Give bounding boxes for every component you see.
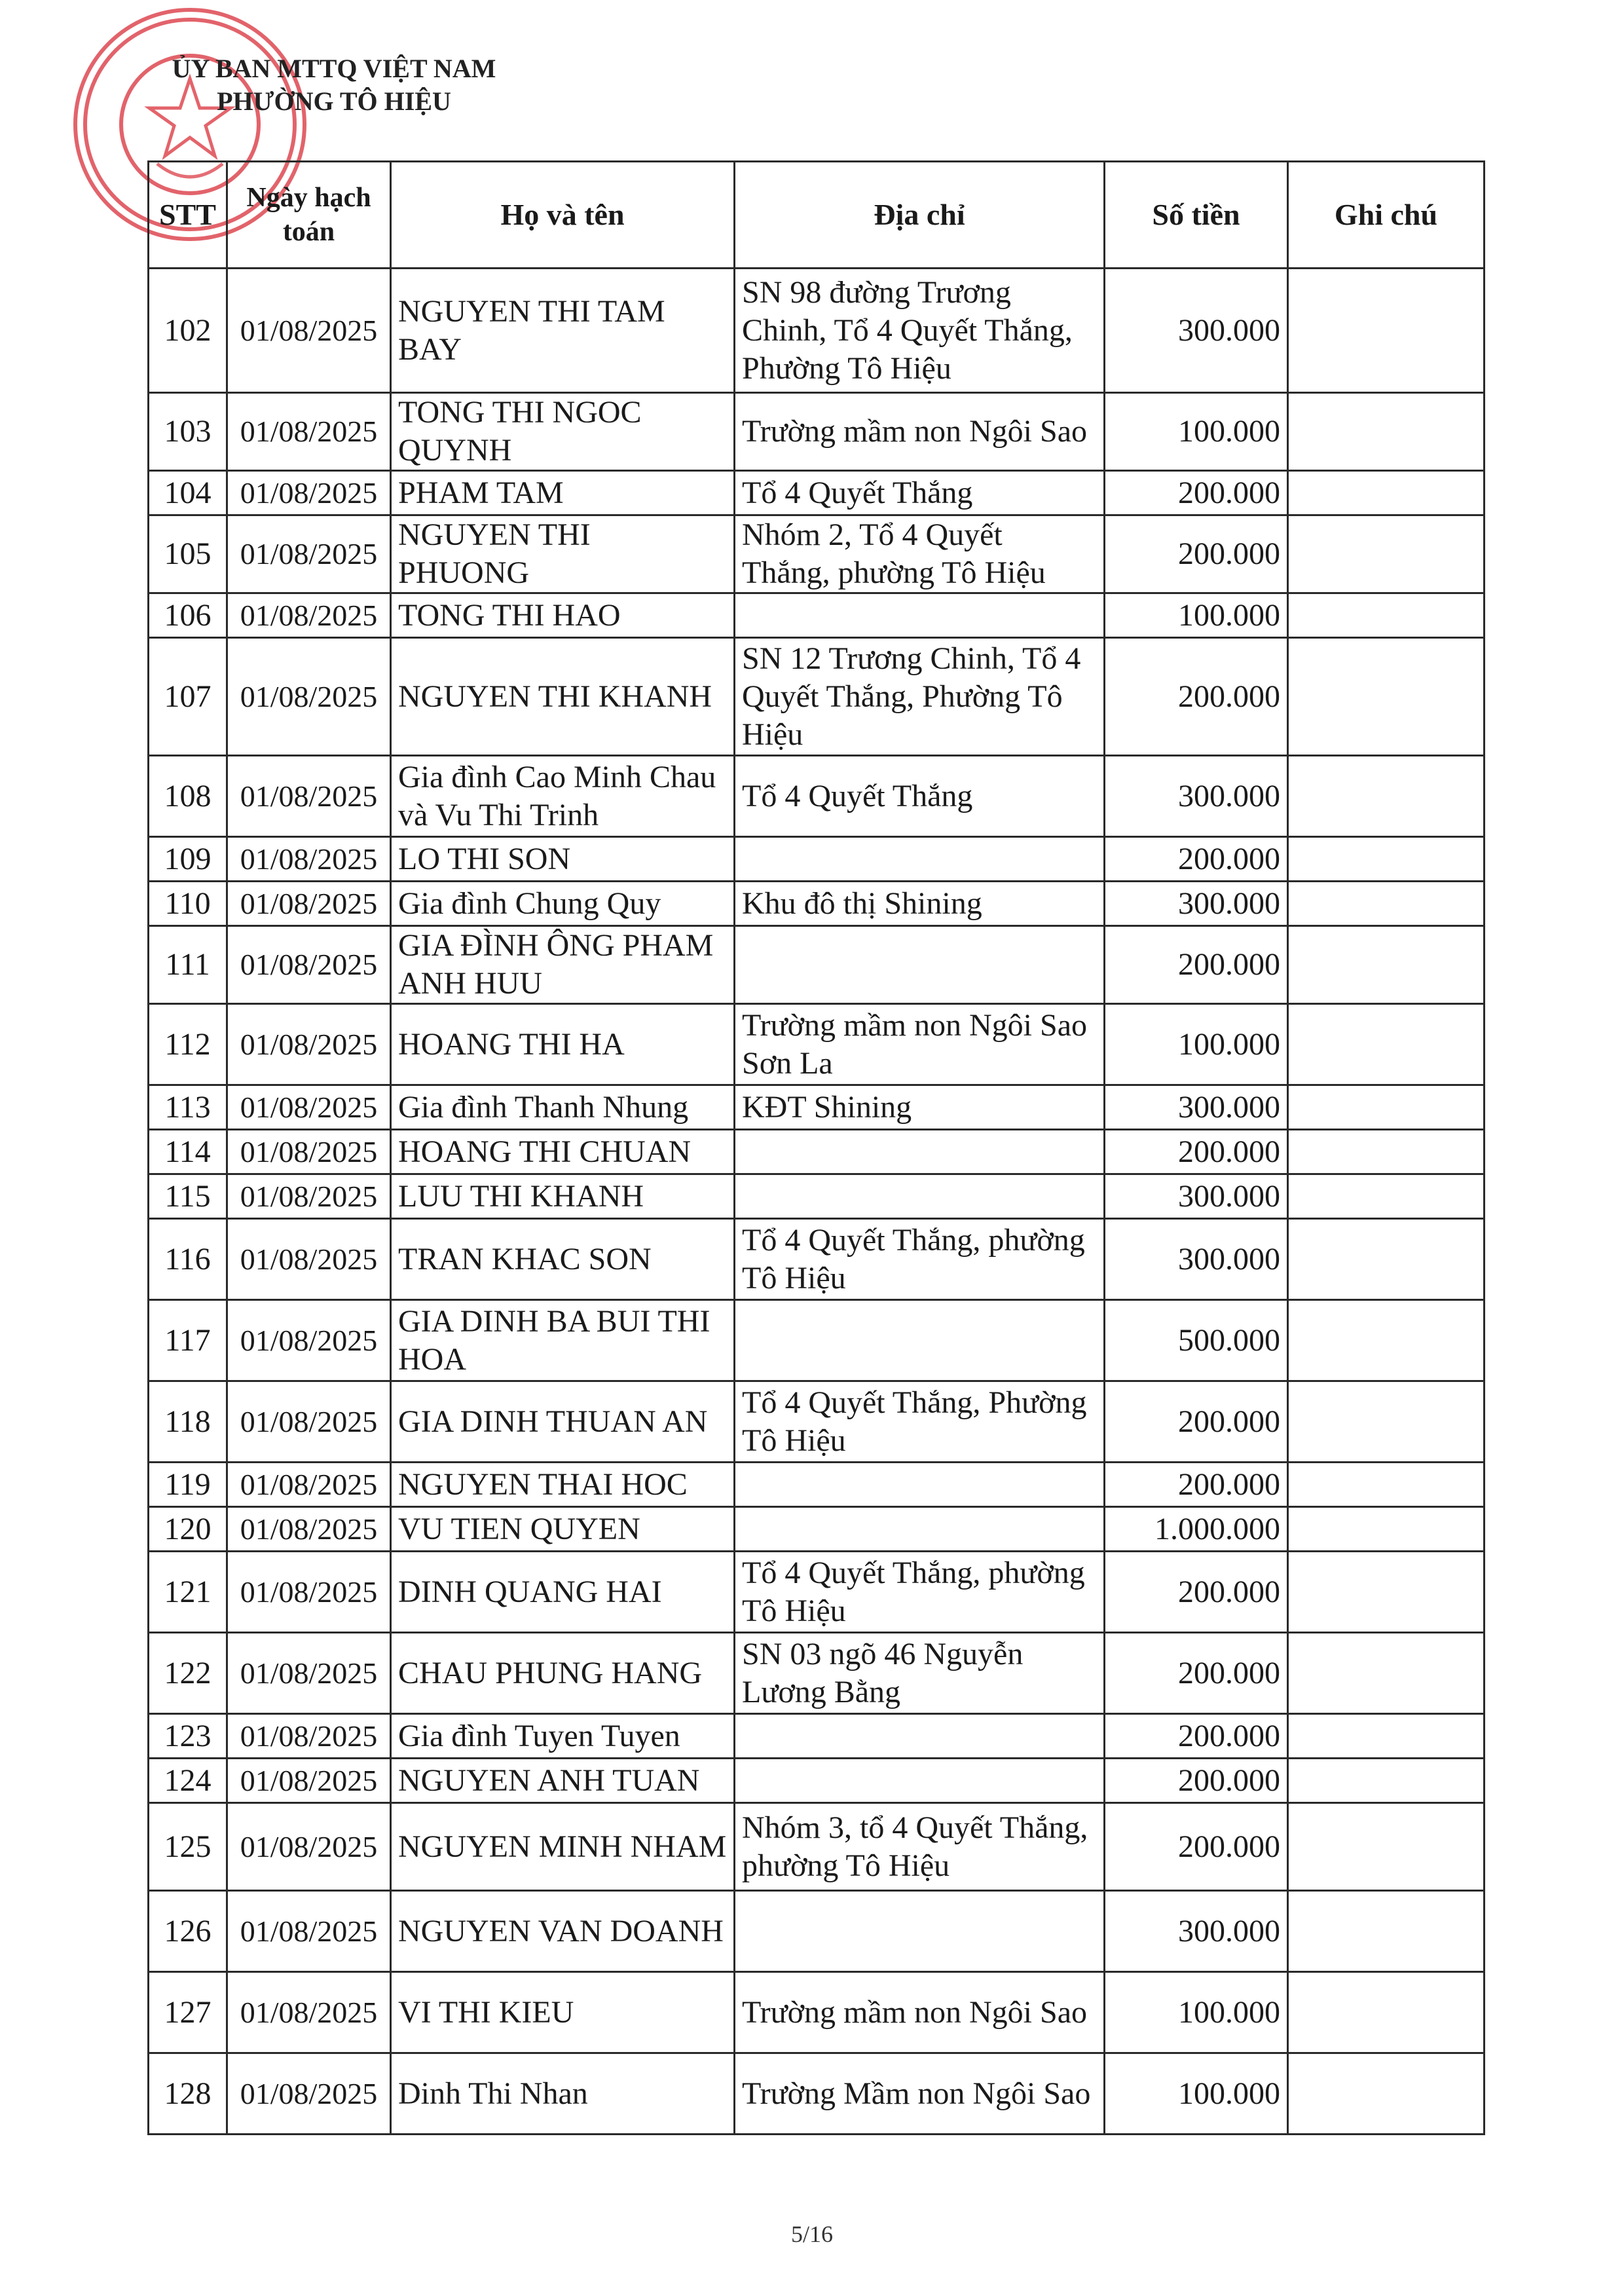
cell-address: Tổ 4 Quyết Thắng, phường Tô Hiệu bbox=[735, 1219, 1105, 1300]
table-row bbox=[149, 1004, 1485, 1085]
cell-name: Gia đình Cao Minh Chau và Vu Thi Trinh bbox=[391, 756, 735, 837]
cell-stt: 114 bbox=[149, 1130, 227, 1174]
cell-name: NGUYEN THI PHUONG bbox=[391, 515, 735, 593]
cell-address bbox=[735, 1507, 1105, 1552]
page-number: 5/16 bbox=[790, 2221, 833, 2247]
cell-name: GIA DINH THUAN AN bbox=[391, 1381, 735, 1463]
cell-date: 01/08/2025 bbox=[227, 837, 391, 882]
table-row bbox=[149, 1759, 1485, 1803]
cell-date: 01/08/2025 bbox=[227, 1759, 391, 1803]
table-row bbox=[149, 269, 1485, 393]
cell-stt: 122 bbox=[149, 1633, 227, 1714]
cell-stt: 126 bbox=[149, 1891, 227, 1972]
cell-address bbox=[735, 1174, 1105, 1219]
cell-note bbox=[1288, 1759, 1485, 1803]
cell-note bbox=[1288, 1633, 1485, 1714]
cell-stt: 108 bbox=[149, 756, 227, 837]
cell-note bbox=[1288, 1130, 1485, 1174]
table-row bbox=[149, 1219, 1485, 1300]
cell-address: KĐT Shining bbox=[735, 1085, 1105, 1130]
cell-stt: 128 bbox=[149, 2053, 227, 2135]
cell-date: 01/08/2025 bbox=[227, 1174, 391, 1219]
cell-stt: 117 bbox=[149, 1300, 227, 1381]
cell-stt: 112 bbox=[149, 1004, 227, 1085]
cell-name: GIA ĐÌNH ÔNG PHAM ANH HUU bbox=[391, 926, 735, 1004]
cell-name: Dinh Thi Nhan bbox=[391, 2053, 735, 2135]
cell-amount: 200.000 bbox=[1105, 638, 1288, 756]
cell-name: NGUYEN THI TAM BAY bbox=[391, 269, 735, 393]
cell-amount: 300.000 bbox=[1105, 756, 1288, 837]
cell-stt: 106 bbox=[149, 593, 227, 638]
cell-name: NGUYEN VAN DOANH bbox=[391, 1891, 735, 1972]
cell-date: 01/08/2025 bbox=[227, 638, 391, 756]
cell-amount: 300.000 bbox=[1105, 269, 1288, 393]
cell-amount: 200.000 bbox=[1105, 1633, 1288, 1714]
cell-amount: 100.000 bbox=[1105, 393, 1288, 471]
cell-stt: 119 bbox=[149, 1463, 227, 1507]
cell-address bbox=[735, 1300, 1105, 1381]
cell-amount: 200.000 bbox=[1105, 1552, 1288, 1633]
cell-date: 01/08/2025 bbox=[227, 1085, 391, 1130]
cell-date: 01/08/2025 bbox=[227, 1463, 391, 1507]
col-header-amount: Số tiền bbox=[1105, 162, 1288, 269]
cell-address: SN 12 Trương Chinh, Tổ 4 Quyết Thắng, Phường Tô Hiệu bbox=[735, 638, 1105, 756]
cell-date: 01/08/2025 bbox=[227, 1633, 391, 1714]
cell-stt: 105 bbox=[149, 515, 227, 593]
cell-note bbox=[1288, 393, 1485, 471]
col-header-address: Địa chỉ bbox=[735, 162, 1105, 269]
cell-date: 01/08/2025 bbox=[227, 1891, 391, 1972]
cell-name: NGUYEN THI KHANH bbox=[391, 638, 735, 756]
cell-note bbox=[1288, 756, 1485, 837]
cell-date: 01/08/2025 bbox=[227, 593, 391, 638]
cell-amount: 500.000 bbox=[1105, 1300, 1288, 1381]
cell-date: 01/08/2025 bbox=[227, 393, 391, 471]
cell-name: Gia đình Tuyen Tuyen bbox=[391, 1714, 735, 1759]
cell-amount: 200.000 bbox=[1105, 837, 1288, 882]
cell-date: 01/08/2025 bbox=[227, 1300, 391, 1381]
cell-amount: 200.000 bbox=[1105, 1803, 1288, 1891]
col-header-date: Ngày hạch toán bbox=[227, 162, 391, 269]
cell-date: 01/08/2025 bbox=[227, 1507, 391, 1552]
cell-address: SN 03 ngõ 46 Nguyễn Lương Bằng bbox=[735, 1633, 1105, 1714]
cell-note bbox=[1288, 837, 1485, 882]
cell-stt: 110 bbox=[149, 882, 227, 926]
cell-stt: 107 bbox=[149, 638, 227, 756]
cell-date: 01/08/2025 bbox=[227, 269, 391, 393]
cell-stt: 125 bbox=[149, 1803, 227, 1891]
table-row bbox=[149, 393, 1485, 471]
cell-stt: 103 bbox=[149, 393, 227, 471]
cell-amount: 200.000 bbox=[1105, 926, 1288, 1004]
table-row bbox=[149, 1507, 1485, 1552]
cell-note bbox=[1288, 882, 1485, 926]
table-row bbox=[149, 1633, 1485, 1714]
cell-amount: 200.000 bbox=[1105, 1759, 1288, 1803]
cell-address: Tổ 4 Quyết Thắng, phường Tô Hiệu bbox=[735, 1552, 1105, 1633]
col-header-note: Ghi chú bbox=[1288, 162, 1485, 269]
table-row bbox=[149, 471, 1485, 515]
table-row bbox=[149, 1891, 1485, 1972]
cell-name: CHAU PHUNG HANG bbox=[391, 1633, 735, 1714]
cell-date: 01/08/2025 bbox=[227, 471, 391, 515]
cell-address: Tổ 4 Quyết Thắng, Phường Tô Hiệu bbox=[735, 1381, 1105, 1463]
cell-date: 01/08/2025 bbox=[227, 2053, 391, 2135]
table-row bbox=[149, 926, 1485, 1004]
table-row bbox=[149, 1300, 1485, 1381]
cell-address: Khu đô thị Shining bbox=[735, 882, 1105, 926]
cell-amount: 300.000 bbox=[1105, 1219, 1288, 1300]
cell-name: Gia đình Thanh Nhung bbox=[391, 1085, 735, 1130]
table-row bbox=[149, 1130, 1485, 1174]
cell-address bbox=[735, 1759, 1105, 1803]
header-organization: ỦY BAN MTTQ VIỆT NAM bbox=[172, 54, 496, 83]
col-header-stt: STT bbox=[149, 162, 227, 269]
cell-stt: 127 bbox=[149, 1972, 227, 2053]
cell-amount: 300.000 bbox=[1105, 1174, 1288, 1219]
cell-stt: 109 bbox=[149, 837, 227, 882]
cell-name: NGUYEN MINH NHAM bbox=[391, 1803, 735, 1891]
cell-date: 01/08/2025 bbox=[227, 882, 391, 926]
table-row bbox=[149, 638, 1485, 756]
cell-address: SN 98 đường Trương Chinh, Tổ 4 Quyết Thắng, Phường Tô Hiệu bbox=[735, 269, 1105, 393]
cell-amount: 200.000 bbox=[1105, 515, 1288, 593]
cell-amount: 100.000 bbox=[1105, 593, 1288, 638]
cell-amount: 100.000 bbox=[1105, 1004, 1288, 1085]
cell-name: TONG THI NGOC QUYNH bbox=[391, 393, 735, 471]
cell-note bbox=[1288, 1219, 1485, 1300]
cell-name: NGUYEN ANH TUAN bbox=[391, 1759, 735, 1803]
cell-amount: 300.000 bbox=[1105, 1891, 1288, 1972]
cell-note bbox=[1288, 926, 1485, 1004]
table-row bbox=[149, 2053, 1485, 2135]
cell-note bbox=[1288, 1714, 1485, 1759]
cell-stt: 111 bbox=[149, 926, 227, 1004]
cell-amount: 200.000 bbox=[1105, 1381, 1288, 1463]
cell-address bbox=[735, 1130, 1105, 1174]
cell-stt: 118 bbox=[149, 1381, 227, 1463]
cell-note bbox=[1288, 638, 1485, 756]
table-header-row bbox=[149, 162, 1485, 269]
cell-name: HOANG THI HA bbox=[391, 1004, 735, 1085]
cell-note bbox=[1288, 471, 1485, 515]
cell-date: 01/08/2025 bbox=[227, 1219, 391, 1300]
cell-stt: 121 bbox=[149, 1552, 227, 1633]
cell-note bbox=[1288, 1463, 1485, 1507]
cell-date: 01/08/2025 bbox=[227, 1714, 391, 1759]
cell-stt: 116 bbox=[149, 1219, 227, 1300]
cell-name: GIA DINH BA BUI THI HOA bbox=[391, 1300, 735, 1381]
cell-stt: 113 bbox=[149, 1085, 227, 1130]
cell-address: Trường mầm non Ngôi Sao bbox=[735, 393, 1105, 471]
cell-stt: 124 bbox=[149, 1759, 227, 1803]
cell-amount: 100.000 bbox=[1105, 1972, 1288, 2053]
cell-name: DINH QUANG HAI bbox=[391, 1552, 735, 1633]
cell-date: 01/08/2025 bbox=[227, 1552, 391, 1633]
cell-amount: 100.000 bbox=[1105, 2053, 1288, 2135]
table-row bbox=[149, 756, 1485, 837]
cell-address: Tổ 4 Quyết Thắng bbox=[735, 471, 1105, 515]
cell-note bbox=[1288, 1507, 1485, 1552]
cell-amount: 300.000 bbox=[1105, 882, 1288, 926]
cell-note bbox=[1288, 2053, 1485, 2135]
cell-note bbox=[1288, 269, 1485, 393]
cell-address bbox=[735, 1463, 1105, 1507]
table-row bbox=[149, 1174, 1485, 1219]
cell-stt: 104 bbox=[149, 471, 227, 515]
cell-date: 01/08/2025 bbox=[227, 926, 391, 1004]
cell-date: 01/08/2025 bbox=[227, 1004, 391, 1085]
cell-stt: 123 bbox=[149, 1714, 227, 1759]
cell-address bbox=[735, 1714, 1105, 1759]
cell-amount: 300.000 bbox=[1105, 1085, 1288, 1130]
col-header-name: Họ và tên bbox=[391, 162, 735, 269]
table-row bbox=[149, 1463, 1485, 1507]
cell-amount: 200.000 bbox=[1105, 471, 1288, 515]
table-row bbox=[149, 593, 1485, 638]
cell-name: LO THI SON bbox=[391, 837, 735, 882]
cell-date: 01/08/2025 bbox=[227, 515, 391, 593]
cell-address: Tổ 4 Quyết Thắng bbox=[735, 756, 1105, 837]
header-ward: PHƯỜNG TÔ HIỆU bbox=[217, 86, 451, 116]
table-row bbox=[149, 1972, 1485, 2053]
table-row bbox=[149, 1381, 1485, 1463]
cell-name: PHAM TAM bbox=[391, 471, 735, 515]
donation-table bbox=[147, 160, 1485, 2135]
cell-name: VI THI KIEU bbox=[391, 1972, 735, 2053]
cell-name: TONG THI HAO bbox=[391, 593, 735, 638]
cell-name: TRAN KHAC SON bbox=[391, 1219, 735, 1300]
cell-address: Trường Mầm non Ngôi Sao bbox=[735, 2053, 1105, 2135]
table-row bbox=[149, 515, 1485, 593]
cell-note bbox=[1288, 1174, 1485, 1219]
table-row bbox=[149, 1085, 1485, 1130]
cell-stt: 115 bbox=[149, 1174, 227, 1219]
cell-name: LUU THI KHANH bbox=[391, 1174, 735, 1219]
cell-note bbox=[1288, 1552, 1485, 1633]
cell-note bbox=[1288, 1381, 1485, 1463]
cell-stt: 102 bbox=[149, 269, 227, 393]
cell-note bbox=[1288, 1004, 1485, 1085]
cell-address: Nhóm 2, Tổ 4 Quyết Thắng, phường Tô Hiệu bbox=[735, 515, 1105, 593]
cell-address bbox=[735, 926, 1105, 1004]
cell-address: Trường mầm non Ngôi Sao bbox=[735, 1972, 1105, 2053]
table-row bbox=[149, 882, 1485, 926]
cell-address bbox=[735, 593, 1105, 638]
cell-note bbox=[1288, 1803, 1485, 1891]
cell-address: Nhóm 3, tổ 4 Quyết Thắng, phường Tô Hiệu bbox=[735, 1803, 1105, 1891]
cell-note bbox=[1288, 1300, 1485, 1381]
cell-name: Gia đình Chung Quy bbox=[391, 882, 735, 926]
cell-date: 01/08/2025 bbox=[227, 1803, 391, 1891]
cell-stt: 120 bbox=[149, 1507, 227, 1552]
table-row bbox=[149, 1714, 1485, 1759]
cell-note bbox=[1288, 1891, 1485, 1972]
cell-note bbox=[1288, 1085, 1485, 1130]
cell-note bbox=[1288, 515, 1485, 593]
document-header bbox=[164, 52, 504, 118]
cell-address bbox=[735, 837, 1105, 882]
table-row bbox=[149, 837, 1485, 882]
table-row bbox=[149, 1803, 1485, 1891]
cell-address: Trường mầm non Ngôi Sao Sơn La bbox=[735, 1004, 1105, 1085]
cell-name: VU TIEN QUYEN bbox=[391, 1507, 735, 1552]
cell-date: 01/08/2025 bbox=[227, 1381, 391, 1463]
cell-note bbox=[1288, 593, 1485, 638]
cell-date: 01/08/2025 bbox=[227, 1972, 391, 2053]
cell-name: HOANG THI CHUAN bbox=[391, 1130, 735, 1174]
cell-amount: 200.000 bbox=[1105, 1463, 1288, 1507]
cell-date: 01/08/2025 bbox=[227, 1130, 391, 1174]
cell-note bbox=[1288, 1972, 1485, 2053]
cell-address bbox=[735, 1891, 1105, 1972]
cell-amount: 1.000.000 bbox=[1105, 1507, 1288, 1552]
cell-amount: 200.000 bbox=[1105, 1130, 1288, 1174]
cell-name: NGUYEN THAI HOC bbox=[391, 1463, 735, 1507]
table-row bbox=[149, 1552, 1485, 1633]
cell-date: 01/08/2025 bbox=[227, 756, 391, 837]
cell-amount: 200.000 bbox=[1105, 1714, 1288, 1759]
